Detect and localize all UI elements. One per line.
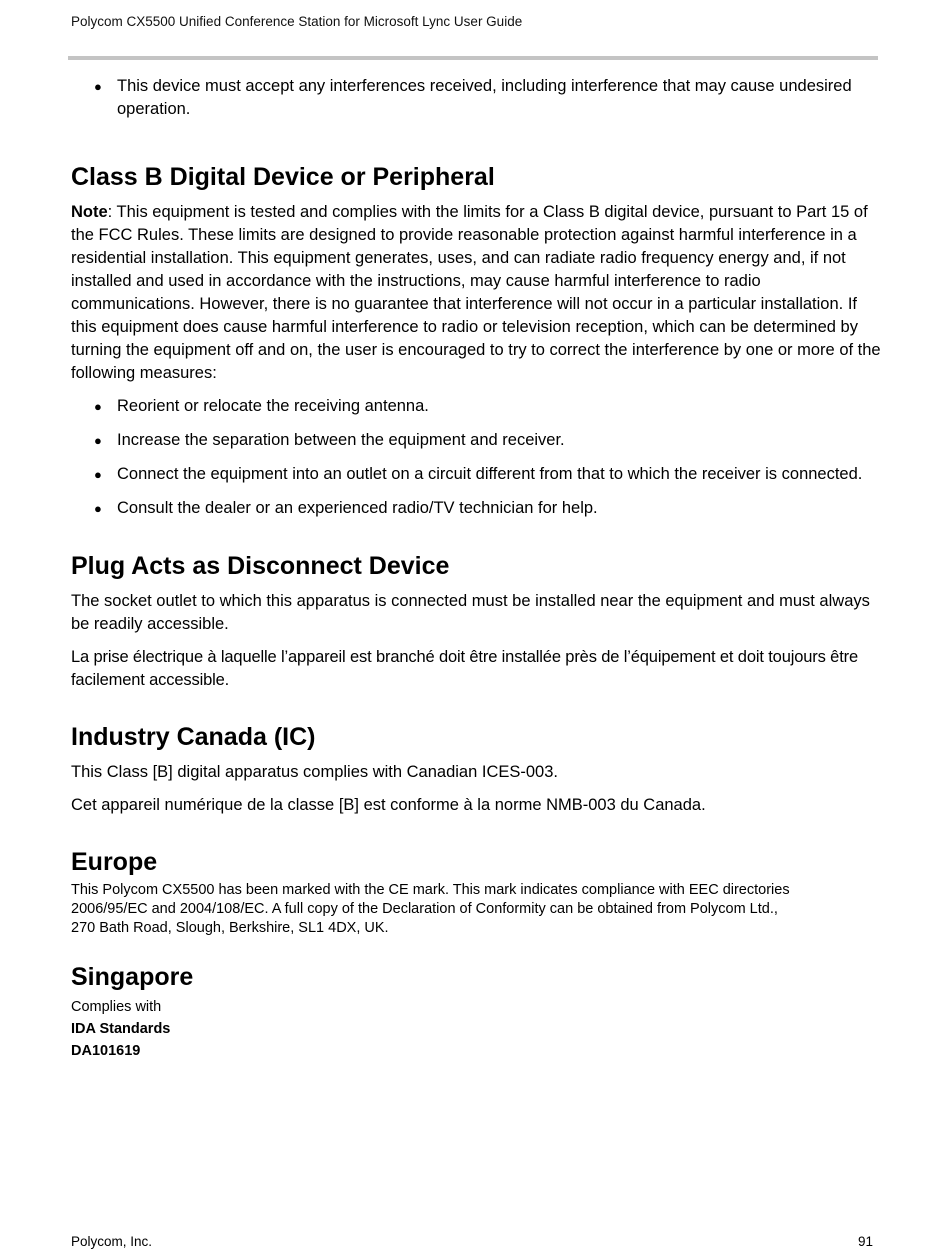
list-item-text: This device must accept any interferences received, including interference that may cause undesired operation. [117, 77, 852, 118]
list-item [71, 497, 881, 520]
plug-text-en: The socket outlet to which this apparatus is connected must be installed near the equipment and must always be readily accessible. [71, 592, 870, 633]
header-rule [68, 56, 878, 60]
singapore-registration-number: DA101619 [71, 1043, 141, 1059]
plug-text-fr: La prise électrique à laquelle l’appareil est branché doit être installée près de l’équipement et doit toujours être facilement accessible. [71, 648, 859, 689]
list-item-text: Connect the equipment into an outlet on a circuit different from that to which the receiver is connected. [117, 465, 863, 483]
list-item-text: Reorient or relocate the receiving antenna. [117, 397, 429, 415]
list-item [71, 463, 881, 486]
bullet-icon: ● [94, 79, 102, 94]
footer-page-number: 91 [857, 1234, 873, 1249]
list-item [71, 395, 881, 418]
europe-line-2: 2006/95/EC and 2004/108/EC. A full copy of the Declaration of Conformity can be obtained from Polycom Ltd., [71, 901, 778, 917]
bullet-icon: ● [94, 467, 102, 482]
europe-line-3: 270 Bath Road, Slough, Berkshire, SL1 4DX, UK. [71, 920, 389, 936]
europe-line-1: This Polycom CX5500 has been marked with the CE mark. This mark indicates compliance with EEC directories [71, 882, 790, 898]
section-heading-class-b: Class B Digital Device or Peripheral [71, 163, 495, 191]
bullet-icon: ● [94, 433, 102, 448]
list-item [71, 75, 881, 121]
ic-text-en: This Class [B] digital apparatus complies with Canadian ICES-003. [71, 763, 558, 781]
section-heading-singapore: Singapore [71, 963, 194, 991]
bullet-icon: ● [94, 399, 102, 414]
list-item-text: Consult the dealer or an experienced radio/TV technician for help. [117, 499, 598, 517]
list-item [71, 429, 881, 452]
class-b-note-paragraph [71, 201, 881, 385]
section-heading-industry-canada: Industry Canada (IC) [71, 723, 316, 751]
singapore-standard: IDA Standards [71, 1021, 171, 1037]
ic-text-fr: Cet appareil numérique de la classe [B] est conforme à la norme NMB-003 du Canada. [71, 796, 706, 814]
bullet-icon: ● [94, 501, 102, 516]
intro-bullet-list [71, 75, 881, 121]
singapore-complies-text: Complies with [71, 999, 162, 1015]
page-header-title: Polycom CX5500 Unified Conference Station for Microsoft Lync User Guide [71, 14, 523, 29]
list-item-text: Increase the separation between the equipment and receiver. [117, 431, 565, 449]
note-text: : This equipment is tested and complies with the limits for a Class B digital device, pursuant to Part 15 of the FCC Rules. These limits are designed to provide reasonable protection against harmful interference in a residential installation. This equipment generates, uses, and can radiate radio frequency energy and, if not installed and used in accordance with the instructions, may cause harmful interference to radio communications. However, there is no guarantee that interference will not occur in a particular installation. If this equipment does cause harmful interference to radio or television reception, which can be determined by turning the equipment off and on, the user is encouraged to try to correct the interference by one or more of the following measures: [71, 203, 881, 382]
page-content [71, 75, 881, 1062]
measures-list [71, 395, 881, 520]
footer-company: Polycom, Inc. [71, 1234, 153, 1249]
section-heading-plug: Plug Acts as Disconnect Device [71, 552, 450, 580]
note-label: Note [71, 203, 108, 221]
section-heading-europe: Europe [71, 848, 158, 876]
